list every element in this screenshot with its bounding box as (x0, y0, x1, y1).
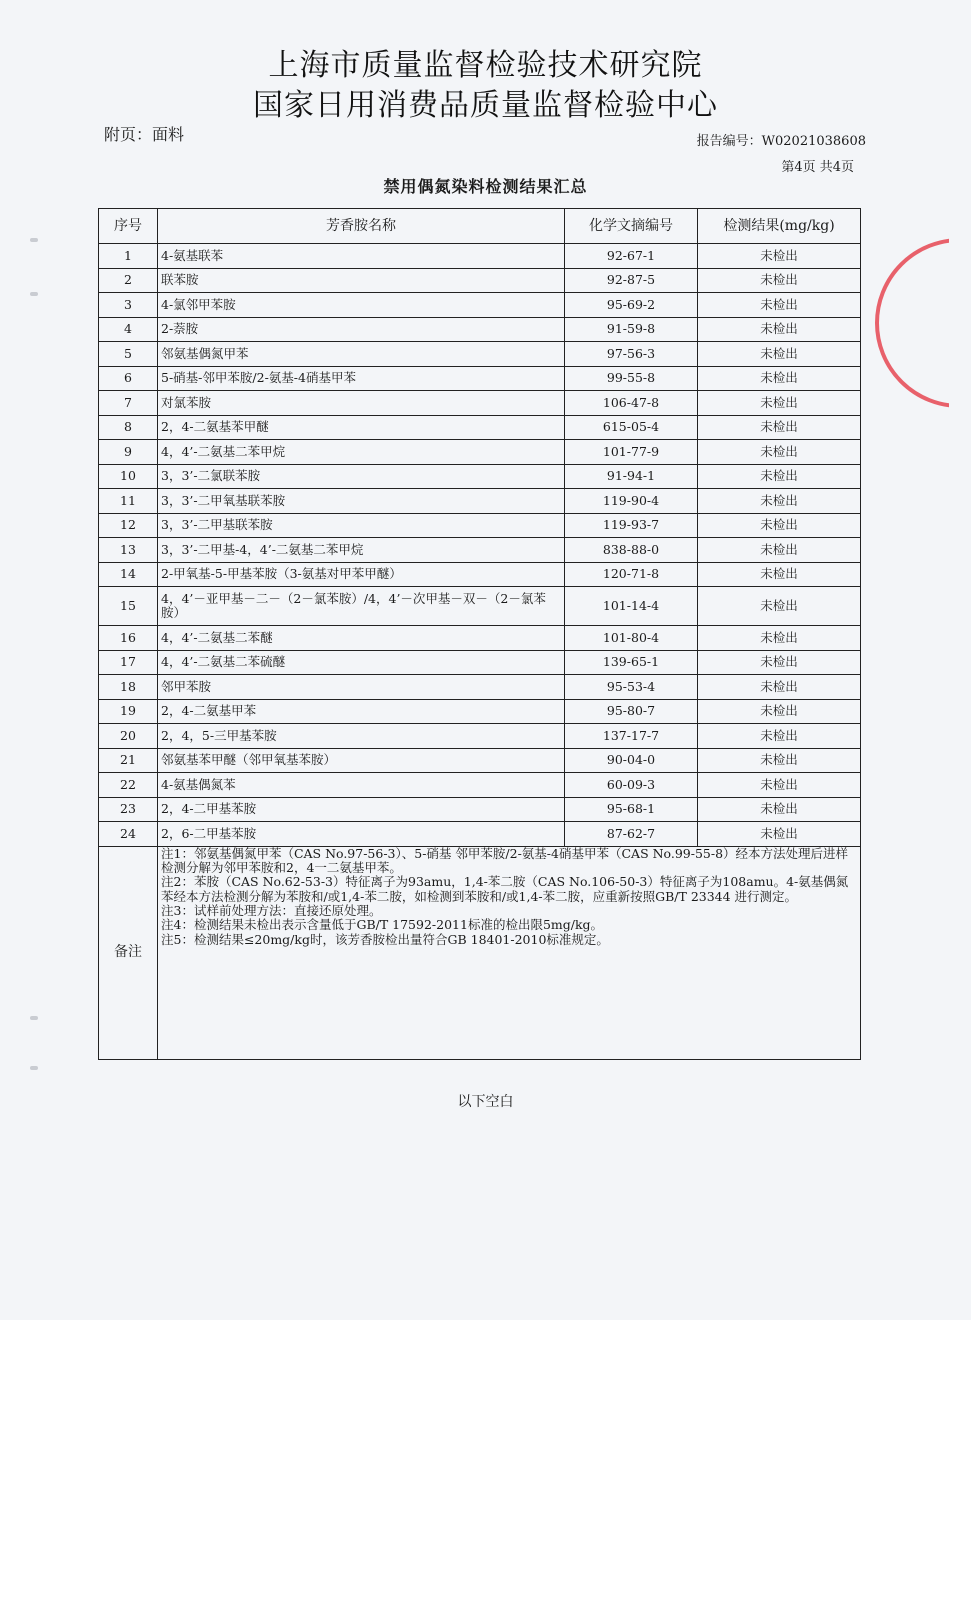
header-result: 检测结果(mg/kg) (698, 209, 861, 244)
row-number: 21 (99, 748, 158, 773)
table-row (99, 699, 861, 724)
remark-note: 注3：试样前处理方法：直接还原处理。 (161, 903, 382, 918)
test-result: 未检出 (698, 293, 861, 318)
amine-name: 对氯苯胺 (158, 391, 565, 416)
test-result: 未检出 (698, 464, 861, 489)
cas-number: 119-93-7 (565, 513, 698, 538)
table-row (99, 440, 861, 465)
table-body (99, 244, 861, 847)
row-number: 18 (99, 675, 158, 700)
row-number: 14 (99, 562, 158, 587)
punch-hole-mark (30, 1016, 38, 1020)
row-number: 9 (99, 440, 158, 465)
table-row (99, 773, 861, 798)
page-number: 第4页 共4页 (781, 160, 854, 175)
test-result: 未检出 (698, 562, 861, 587)
table-header-row (99, 209, 861, 244)
punch-hole-mark (30, 1066, 38, 1070)
table-row (99, 797, 861, 822)
table-row (99, 724, 861, 749)
amine-name: 4，4’-二氨基二苯甲烷 (158, 440, 565, 465)
test-result: 未检出 (698, 675, 861, 700)
test-result: 未检出 (698, 650, 861, 675)
test-result: 未检出 (698, 440, 861, 465)
row-number: 24 (99, 822, 158, 847)
test-result: 未检出 (698, 513, 861, 538)
row-number: 1 (99, 244, 158, 269)
table-row (99, 587, 861, 626)
cas-number: 87-62-7 (565, 822, 698, 847)
cas-number: 97-56-3 (565, 342, 698, 367)
row-number: 11 (99, 489, 158, 514)
header-amine-name: 芳香胺名称 (158, 209, 565, 244)
table-row (99, 268, 861, 293)
amine-name: 联苯胺 (158, 268, 565, 293)
row-number: 10 (99, 464, 158, 489)
amine-name: 2，4-二甲基苯胺 (158, 797, 565, 822)
row-number: 13 (99, 538, 158, 563)
table-title: 禁用偶氮染料检测结果汇总 (383, 177, 588, 196)
amine-name: 3，3’-二甲基-4，4’-二氨基二苯甲烷 (158, 538, 565, 563)
cas-number: 91-94-1 (565, 464, 698, 489)
punch-hole-mark (30, 292, 38, 296)
cas-number: 137-17-7 (565, 724, 698, 749)
test-result: 未检出 (698, 773, 861, 798)
amine-name: 4，4’-二氨基二苯硫醚 (158, 650, 565, 675)
amine-name: 邻氨基苯甲醚（邻甲氧基苯胺） (158, 748, 565, 773)
test-result: 未检出 (698, 391, 861, 416)
remarks-label: 备注 (99, 846, 158, 1059)
remarks-row (99, 846, 861, 1059)
amine-name: 4，4’－亚甲基－二－（2－氯苯胺）/4，4’－次甲基－双－（2－氯苯胺） (158, 587, 565, 626)
table-row (99, 513, 861, 538)
header-no: 序号 (99, 209, 158, 244)
amine-name: 5-硝基-邻甲苯胺/2-氨基-4硝基甲苯 (158, 366, 565, 391)
table-row (99, 650, 861, 675)
test-result: 未检出 (698, 268, 861, 293)
remark-note: 注2：苯胺（CAS No.62-53-3）特征离子为93amu，1,4-苯二胺（CAS No.106-50-3）特征离子为108amu。4-氨基偶氮苯经本方法检测分解为苯胺和/或1,4-苯二胺，如检测到苯胺和/或1,4-苯二胺，应重新按照GB/T 23344 进行测定。 (161, 874, 849, 904)
cas-number: 60-09-3 (565, 773, 698, 798)
row-number: 4 (99, 317, 158, 342)
test-result: 未检出 (698, 415, 861, 440)
remarks-content (158, 846, 861, 1059)
header-cas-no: 化学文摘编号 (565, 209, 698, 244)
cas-number: 119-90-4 (565, 489, 698, 514)
test-result: 未检出 (698, 699, 861, 724)
test-result: 未检出 (698, 626, 861, 651)
report-number: 报告编号：W02021038608 (696, 134, 866, 149)
table-row (99, 489, 861, 514)
test-result: 未检出 (698, 342, 861, 367)
amine-name: 4-氨基联苯 (158, 244, 565, 269)
blank-below-note: 以下空白 (457, 1094, 514, 1110)
table-row (99, 317, 861, 342)
test-result: 未检出 (698, 244, 861, 269)
row-number: 20 (99, 724, 158, 749)
amine-name: 3，3’-二甲基联苯胺 (158, 513, 565, 538)
cas-number: 92-87-5 (565, 268, 698, 293)
amine-name: 2-甲氧基-5-甲基苯胺（3-氨基对甲苯甲醚） (158, 562, 565, 587)
row-number: 17 (99, 650, 158, 675)
amine-name: 4-氨基偶氮苯 (158, 773, 565, 798)
table-row (99, 366, 861, 391)
cas-number: 95-68-1 (565, 797, 698, 822)
cas-number: 90-04-0 (565, 748, 698, 773)
row-number: 6 (99, 366, 158, 391)
cas-number: 92-67-1 (565, 244, 698, 269)
row-number: 19 (99, 699, 158, 724)
amine-name: 邻甲苯胺 (158, 675, 565, 700)
row-number: 8 (99, 415, 158, 440)
table-row (99, 562, 861, 587)
punch-hole-mark (30, 238, 38, 242)
cas-number: 106-47-8 (565, 391, 698, 416)
test-result: 未检出 (698, 797, 861, 822)
row-number: 15 (99, 587, 158, 626)
cas-number: 101-80-4 (565, 626, 698, 651)
row-number: 12 (99, 513, 158, 538)
row-number: 7 (99, 391, 158, 416)
amine-name: 邻氨基偶氮甲苯 (158, 342, 565, 367)
row-number: 2 (99, 268, 158, 293)
cas-number: 101-14-4 (565, 587, 698, 626)
amine-name: 2，4，5-三甲基苯胺 (158, 724, 565, 749)
table-row (99, 342, 861, 367)
table-row (99, 626, 861, 651)
cas-number: 95-69-2 (565, 293, 698, 318)
row-number: 22 (99, 773, 158, 798)
row-number: 5 (99, 342, 158, 367)
test-result: 未检出 (698, 366, 861, 391)
test-result: 未检出 (698, 822, 861, 847)
cas-number: 615-05-4 (565, 415, 698, 440)
cas-number: 91-59-8 (565, 317, 698, 342)
amine-name: 2-萘胺 (158, 317, 565, 342)
test-result: 未检出 (698, 538, 861, 563)
remark-note: 注4：检测结果未检出表示含量低于GB/T 17592-2011标准的检出限5mg/kg。 (161, 917, 604, 933)
cas-number: 99-55-8 (565, 366, 698, 391)
amine-name: 2，4-二氨基甲苯 (158, 699, 565, 724)
row-number: 3 (99, 293, 158, 318)
table-row (99, 391, 861, 416)
cas-number: 139-65-1 (565, 650, 698, 675)
table-row (99, 538, 861, 563)
test-result: 未检出 (698, 489, 861, 514)
amine-name: 4，4’-二氨基二苯醚 (158, 626, 565, 651)
test-result: 未检出 (698, 587, 861, 626)
row-number: 23 (99, 797, 158, 822)
cas-number: 101-77-9 (565, 440, 698, 465)
amine-name: 2，4-二氨基苯甲醚 (158, 415, 565, 440)
cas-number: 120-71-8 (565, 562, 698, 587)
seal-text (898, 253, 958, 393)
institute-title: 上海市质量监督检验技术研究院 (268, 48, 703, 83)
table-row (99, 293, 861, 318)
results-table (98, 208, 861, 1060)
table-row (99, 822, 861, 847)
table-row (99, 464, 861, 489)
table-row (99, 415, 861, 440)
amine-name: 3，3’-二氯联苯胺 (158, 464, 565, 489)
row-number: 16 (99, 626, 158, 651)
table-row (99, 748, 861, 773)
table-row (99, 244, 861, 269)
remark-note: 注1：邻氨基偶氮甲苯（CAS No.97-56-3）、5-硝基 邻甲苯胺/2-氨基-4硝基甲苯（CAS No.99-55-8）经本方法处理后进样检测分解为邻甲苯胺和2，4一二氨基甲苯。 (161, 845, 849, 875)
amine-name: 4-氯邻甲苯胺 (158, 293, 565, 318)
cas-number: 838-88-0 (565, 538, 698, 563)
test-result: 未检出 (698, 317, 861, 342)
center-title: 国家日用消费品质量监督检验中心 (253, 88, 718, 123)
cas-number: 95-53-4 (565, 675, 698, 700)
appendix-label: 附页：面料 (104, 125, 185, 144)
test-result: 未检出 (698, 748, 861, 773)
cas-number: 95-80-7 (565, 699, 698, 724)
test-result: 未检出 (698, 724, 861, 749)
table-row (99, 675, 861, 700)
amine-name: 3，3’-二甲氧基联苯胺 (158, 489, 565, 514)
remark-note: 注5：检测结果≤20mg/kg时，该芳香胺检出量符合GB 18401-2010标准规定。 (161, 931, 609, 947)
amine-name: 2，6-二甲基苯胺 (158, 822, 565, 847)
